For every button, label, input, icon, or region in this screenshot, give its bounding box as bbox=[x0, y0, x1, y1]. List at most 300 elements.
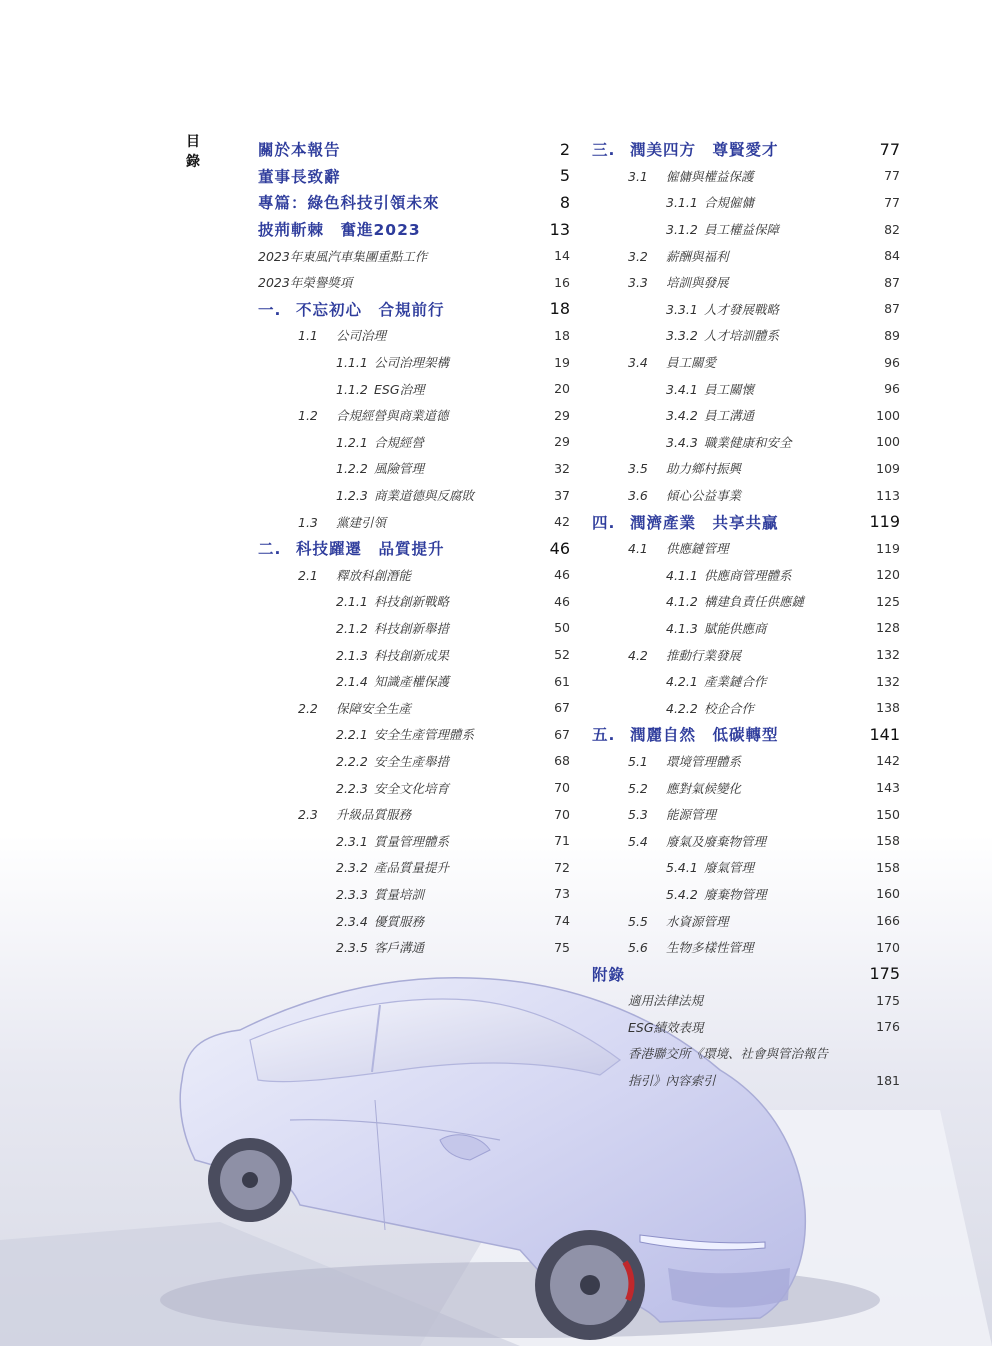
toc-entry-number: 2.3 bbox=[298, 807, 318, 823]
toc-entry-number: 1.1.2 bbox=[336, 381, 368, 397]
toc-entry[interactable] bbox=[592, 508, 900, 535]
toc-entry-title: 供應鏈管理 bbox=[666, 541, 729, 557]
toc-entry-page: 82 bbox=[884, 221, 900, 237]
toc-entry-title: 披荊斬棘 奮進2023 bbox=[258, 221, 421, 240]
toc-entry[interactable] bbox=[258, 641, 570, 668]
toc-entry-page: 119 bbox=[876, 540, 900, 556]
toc-entry-title: 科技創新戰略 bbox=[374, 594, 450, 610]
toc-entry[interactable] bbox=[592, 907, 900, 934]
toc-entry[interactable] bbox=[258, 429, 570, 456]
toc-entry[interactable] bbox=[258, 242, 570, 269]
toc-entry-title: 合規僱傭 bbox=[704, 195, 755, 211]
toc-entry-page: 29 bbox=[554, 434, 570, 450]
toc-entry-number: 4.2.1 bbox=[666, 674, 698, 690]
toc-entry[interactable] bbox=[258, 721, 570, 748]
toc-entry-page: 87 bbox=[884, 301, 900, 317]
toc-entry-number: 3.3.1 bbox=[666, 301, 698, 317]
toc-entry-label bbox=[258, 247, 554, 265]
toc-entry-title: 潤美四方 尊賢愛才 bbox=[630, 141, 779, 160]
toc-entry[interactable] bbox=[258, 375, 570, 402]
toc-entry-label bbox=[592, 353, 884, 371]
toc-entry-title: 專篇：綠色科技引領未來 bbox=[258, 194, 440, 213]
toc-entry[interactable] bbox=[592, 721, 900, 748]
toc-entry-label bbox=[258, 406, 554, 424]
toc-entry[interactable] bbox=[592, 562, 900, 589]
toc-entry-page: 8 bbox=[559, 192, 570, 212]
toc-entry-label bbox=[258, 858, 554, 876]
toc-entry-page: 176 bbox=[876, 1019, 900, 1035]
toc-entry-page: 68 bbox=[554, 753, 570, 769]
toc-entry[interactable] bbox=[258, 881, 570, 908]
toc-entry-title: 附錄 bbox=[592, 965, 626, 984]
toc-entry[interactable] bbox=[258, 136, 570, 163]
toc-entry[interactable] bbox=[258, 615, 570, 642]
toc-entry-title: 安全文化培育 bbox=[374, 780, 450, 796]
toc-entry-number: 4.2 bbox=[628, 647, 648, 663]
toc-entry-number: 三. bbox=[592, 141, 616, 160]
toc-entry[interactable] bbox=[258, 349, 570, 376]
toc-entry-title: 供應商管理體系 bbox=[704, 567, 792, 583]
toc-entry[interactable] bbox=[592, 216, 900, 243]
toc-entry-label bbox=[592, 858, 876, 876]
toc-entry[interactable] bbox=[592, 854, 900, 881]
toc-entry[interactable] bbox=[592, 189, 900, 216]
toc-entry-page: 138 bbox=[876, 700, 900, 716]
side-title-char-2: 錄 bbox=[186, 154, 200, 170]
toc-entry-title: ESG治理 bbox=[374, 381, 425, 397]
toc-entry-label bbox=[592, 539, 876, 557]
toc-entry-label bbox=[592, 805, 876, 823]
toc-entry[interactable] bbox=[258, 269, 570, 296]
toc-entry-page: 96 bbox=[884, 354, 900, 370]
toc-entry-label bbox=[258, 885, 554, 903]
toc-entry-page: 5 bbox=[559, 166, 570, 186]
toc-entry-page: 71 bbox=[554, 833, 570, 849]
toc-entry-page: 52 bbox=[554, 647, 570, 663]
toc-entry-label bbox=[592, 912, 876, 930]
toc-entry-number: 3.1 bbox=[628, 168, 648, 184]
toc-entry-label bbox=[592, 273, 884, 291]
toc-entry-label bbox=[258, 191, 560, 213]
toc-entry-title: 商業道德與反腐敗 bbox=[374, 488, 475, 504]
toc-entry-title: 職業健康和安全 bbox=[704, 434, 792, 450]
toc-entry-page: 72 bbox=[554, 859, 570, 875]
toc-entry-title: 客戶溝通 bbox=[374, 940, 425, 956]
toc-entry-number: 4.2.2 bbox=[666, 700, 698, 716]
toc-entry-number: 1.1 bbox=[298, 328, 318, 344]
toc-entry-label bbox=[592, 459, 876, 477]
toc-entry-page: 87 bbox=[884, 274, 900, 290]
toc-entry-title: 應對氣候變化 bbox=[666, 780, 742, 796]
toc-entry-label bbox=[592, 885, 876, 903]
toc-entry[interactable] bbox=[258, 535, 570, 562]
toc-entry-title: 合規經營與商業道德 bbox=[336, 408, 449, 424]
toc-entry[interactable] bbox=[258, 748, 570, 775]
toc-entry-page: 89 bbox=[884, 327, 900, 343]
toc-entry-title: 員工溝通 bbox=[704, 408, 755, 424]
toc-entry-label bbox=[592, 247, 884, 265]
toc-entry-page: 142 bbox=[876, 753, 900, 769]
toc-entry[interactable] bbox=[592, 455, 900, 482]
toc-entry-title: 優質服務 bbox=[374, 913, 425, 929]
toc-entry-page: 113 bbox=[876, 487, 900, 503]
toc-entry-page: 46 bbox=[554, 593, 570, 609]
toc-entry-page: 175 bbox=[869, 964, 900, 984]
toc-entry-title: 人才培訓體系 bbox=[704, 328, 780, 344]
toc-entry-title: 環境管理體系 bbox=[666, 753, 742, 769]
toc-entry-label bbox=[592, 699, 876, 717]
toc-entry-label bbox=[258, 699, 554, 717]
toc-entry[interactable] bbox=[258, 562, 570, 589]
toc-entry-page: 132 bbox=[876, 647, 900, 663]
toc-entry[interactable] bbox=[592, 987, 900, 1014]
toc-entry-page: 166 bbox=[876, 913, 900, 929]
toc-entry-title: 科技躍遷 品質提升 bbox=[296, 540, 445, 559]
toc-entry[interactable] bbox=[592, 960, 900, 987]
toc-entry-title: 培訓與發展 bbox=[666, 275, 729, 291]
toc-entry-number: 二. bbox=[258, 540, 282, 559]
toc-entry-number: 3.3 bbox=[628, 275, 648, 291]
toc-entry-number: 五. bbox=[592, 726, 616, 745]
toc-entry[interactable] bbox=[592, 615, 900, 642]
toc-entry[interactable] bbox=[592, 375, 900, 402]
toc-entry[interactable] bbox=[258, 854, 570, 881]
toc-entry-label bbox=[258, 832, 554, 850]
toc-entry-label bbox=[592, 406, 876, 424]
toc-entry[interactable] bbox=[258, 455, 570, 482]
toc-entry-page: 32 bbox=[554, 460, 570, 476]
toc-entry-number: 5.3 bbox=[628, 807, 648, 823]
toc-entry-label bbox=[592, 486, 876, 504]
toc-entry[interactable] bbox=[258, 934, 570, 961]
toc-entry-label bbox=[258, 218, 550, 240]
toc-entry-title: 薪酬與福利 bbox=[666, 248, 729, 264]
toc-entry-title: 指引》內容索引 bbox=[628, 1073, 716, 1089]
toc-entry-page: 77 bbox=[884, 194, 900, 210]
toc-entry-page: 119 bbox=[869, 512, 900, 532]
side-title-char-1: 目 bbox=[186, 134, 200, 150]
toc-entry-label bbox=[258, 672, 554, 690]
toc-entry-title: 人才發展戰略 bbox=[704, 301, 780, 317]
toc-entry-label bbox=[592, 511, 869, 533]
toc-entry-label bbox=[592, 592, 876, 610]
toc-entry-number: 2.1.2 bbox=[336, 620, 368, 636]
toc-entry[interactable] bbox=[592, 163, 900, 190]
toc-entry-page: 77 bbox=[879, 139, 900, 159]
toc-entry-label bbox=[258, 938, 554, 956]
toc-entry-number: 5.4 bbox=[628, 833, 648, 849]
toc-entry-page: 61 bbox=[554, 673, 570, 689]
toc-entry-page: 42 bbox=[554, 514, 570, 530]
toc-entry-number: 2.3.2 bbox=[336, 860, 368, 876]
toc-entry-title: 合規經營 bbox=[374, 434, 425, 450]
toc-entry-page: 50 bbox=[554, 620, 570, 636]
toc-entry-number: 5.1 bbox=[628, 753, 648, 769]
toc-entry-label bbox=[592, 1044, 900, 1062]
toc-entry-number: 一. bbox=[258, 300, 282, 319]
toc-entry-title: 僱傭與權益保護 bbox=[666, 168, 754, 184]
toc-entry-title: 知識產權保護 bbox=[374, 674, 450, 690]
toc-entry-title: 助力鄉村振興 bbox=[666, 461, 742, 477]
toc-entry-label bbox=[258, 566, 554, 584]
toc-entry[interactable] bbox=[258, 216, 570, 243]
toc-entry[interactable] bbox=[258, 322, 570, 349]
toc-entry-number: 3.1.1 bbox=[666, 195, 698, 211]
toc-entry-title: 質量管理體系 bbox=[374, 833, 450, 849]
toc-entry-label bbox=[258, 592, 554, 610]
toc-entry[interactable] bbox=[592, 801, 900, 828]
toc-entry-label bbox=[592, 300, 884, 318]
toc-entry-page: 175 bbox=[876, 992, 900, 1008]
toc-entry-page: 74 bbox=[554, 913, 570, 929]
toc-entry-label bbox=[258, 752, 554, 770]
toc-left-column bbox=[258, 136, 570, 960]
toc-entry-page: 100 bbox=[876, 434, 900, 450]
toc-entry-number: 5.4.2 bbox=[666, 886, 698, 902]
toc-entry[interactable] bbox=[258, 189, 570, 216]
toc-entry-label bbox=[592, 752, 876, 770]
toc-entry-title: 公司治理架構 bbox=[374, 355, 450, 371]
toc-entry-number: 2.3.3 bbox=[336, 886, 368, 902]
toc-entry-label bbox=[258, 165, 560, 187]
toc-entry-page: 67 bbox=[554, 700, 570, 716]
toc-entry-title: 2023年榮譽獎項 bbox=[258, 275, 353, 291]
toc-entry-label bbox=[258, 353, 554, 371]
toc-entry-label bbox=[258, 486, 554, 504]
toc-entry-title: 產業鏈合作 bbox=[704, 674, 767, 690]
toc-entry[interactable] bbox=[592, 1040, 900, 1067]
toc-entry-label bbox=[258, 912, 554, 930]
toc-entry-title: 校企合作 bbox=[704, 700, 755, 716]
toc-entry[interactable] bbox=[592, 694, 900, 721]
toc-entry-number: 4.1 bbox=[628, 541, 648, 557]
toc-entry-label bbox=[258, 619, 554, 637]
toc-entry[interactable] bbox=[258, 668, 570, 695]
toc-entry[interactable] bbox=[592, 242, 900, 269]
toc-entry-title: 廢棄物管理 bbox=[704, 886, 767, 902]
toc-entry-title: 科技創新舉措 bbox=[374, 620, 450, 636]
toc-entry-title: 公司治理 bbox=[336, 328, 387, 344]
toc-entry-number: 2.2 bbox=[298, 700, 318, 716]
toc-entry-page: 18 bbox=[554, 327, 570, 343]
toc-entry[interactable] bbox=[258, 694, 570, 721]
toc-entry[interactable] bbox=[592, 322, 900, 349]
toc-entry-label bbox=[258, 459, 554, 477]
toc-entry-page: 100 bbox=[876, 407, 900, 423]
toc-entry-number: 3.4.3 bbox=[666, 434, 698, 450]
toc-entry-number: 1.2.3 bbox=[336, 488, 368, 504]
toc-entry-title: 安全生產管理體系 bbox=[374, 727, 475, 743]
toc-entry-label bbox=[258, 273, 554, 291]
toc-entry[interactable] bbox=[592, 296, 900, 323]
toc-entry-page: 73 bbox=[554, 886, 570, 902]
toc-entry[interactable] bbox=[592, 136, 900, 163]
toc-entry-page: 125 bbox=[876, 593, 900, 609]
toc-entry[interactable] bbox=[592, 881, 900, 908]
toc-entry-title: 香港聯交所《環境、社會與管治報告 bbox=[628, 1046, 829, 1062]
toc-entry-title: ESG績效表現 bbox=[628, 1019, 704, 1035]
toc-entry-title: 構建負責任供應鏈 bbox=[704, 594, 805, 610]
toc-entry-title: 潤濟產業 共享共贏 bbox=[630, 513, 779, 532]
toc-entry-page: 75 bbox=[554, 939, 570, 955]
toc-entry[interactable] bbox=[592, 269, 900, 296]
toc-side-title bbox=[186, 132, 202, 172]
toc-entry-title: 不忘初心 合規前行 bbox=[296, 300, 445, 319]
toc-entry-title: 科技創新成果 bbox=[374, 647, 450, 663]
toc-entry[interactable] bbox=[592, 827, 900, 854]
toc-entry-number: 2.1.1 bbox=[336, 594, 368, 610]
toc-entry-number: 2.3.5 bbox=[336, 940, 368, 956]
toc-entry[interactable] bbox=[258, 163, 570, 190]
toc-entry[interactable] bbox=[592, 774, 900, 801]
toc-entry-title: 產品質量提升 bbox=[374, 860, 450, 876]
toc-entry-label bbox=[592, 433, 876, 451]
toc-entry-title: 廢氣及廢棄物管理 bbox=[666, 833, 767, 849]
toc-entry-number: 5.2 bbox=[628, 780, 648, 796]
toc-entry[interactable] bbox=[258, 907, 570, 934]
toc-entry[interactable] bbox=[258, 774, 570, 801]
toc-entry-title: 風險管理 bbox=[374, 461, 425, 477]
toc-entry-label bbox=[258, 779, 554, 797]
toc-entry-title: 質量培訓 bbox=[374, 886, 425, 902]
toc-entry-label bbox=[592, 646, 876, 664]
toc-entry[interactable] bbox=[258, 588, 570, 615]
toc-entry-title: 員工關懷 bbox=[704, 381, 755, 397]
toc-entry[interactable] bbox=[592, 1014, 900, 1041]
toc-entry[interactable] bbox=[258, 402, 570, 429]
toc-entry-label bbox=[592, 779, 876, 797]
toc-entry-page: 132 bbox=[876, 673, 900, 689]
toc-entry[interactable] bbox=[258, 827, 570, 854]
toc-entry-title: 保障安全生產 bbox=[336, 700, 412, 716]
toc-entry[interactable] bbox=[258, 801, 570, 828]
toc-entry-label bbox=[592, 167, 884, 185]
toc-entry-label bbox=[592, 619, 876, 637]
toc-entry-number: 2.1 bbox=[298, 567, 318, 583]
toc-entry-page: 16 bbox=[554, 274, 570, 290]
toc-entry-page: 20 bbox=[554, 381, 570, 397]
toc-entry-page: 2 bbox=[559, 139, 570, 159]
toc-entry-title: 安全生產舉措 bbox=[374, 753, 450, 769]
toc-entry-page: 77 bbox=[884, 168, 900, 184]
toc-entry-number: 2.1.4 bbox=[336, 674, 368, 690]
toc-entry-page: 19 bbox=[554, 354, 570, 370]
toc-entry-label bbox=[258, 537, 550, 559]
toc-entry[interactable] bbox=[592, 1067, 900, 1094]
toc-entry-page: 70 bbox=[554, 806, 570, 822]
toc-entry-title: 關於本報告 bbox=[258, 141, 341, 160]
toc-entry-title: 傾心公益事業 bbox=[666, 488, 742, 504]
toc-entry-number: 1.2.1 bbox=[336, 434, 368, 450]
toc-entry-label bbox=[592, 193, 884, 211]
toc-entry-page: 181 bbox=[876, 1072, 900, 1088]
toc-entry-label bbox=[258, 380, 554, 398]
toc-entry-title: 升級品質服務 bbox=[336, 807, 412, 823]
toc-entry-page: 150 bbox=[876, 806, 900, 822]
toc-entry[interactable] bbox=[592, 402, 900, 429]
toc-entry-number: 1.3 bbox=[298, 514, 318, 530]
toc-entry-number: 1.2 bbox=[298, 408, 318, 424]
toc-entry-number: 3.1.2 bbox=[666, 222, 698, 238]
toc-entry-page: 13 bbox=[549, 219, 570, 239]
toc-entry[interactable] bbox=[592, 349, 900, 376]
toc-entry-label bbox=[592, 672, 876, 690]
toc-right-column bbox=[592, 136, 900, 1093]
toc-entry-number: 2.2.1 bbox=[336, 727, 368, 743]
toc-entry-number: 5.4.1 bbox=[666, 860, 698, 876]
toc-entry[interactable] bbox=[592, 641, 900, 668]
toc-entry-number: 3.3.2 bbox=[666, 328, 698, 344]
toc-entry[interactable] bbox=[592, 535, 900, 562]
toc-entry-number: 5.5 bbox=[628, 913, 648, 929]
toc-entry-number: 3.2 bbox=[628, 248, 648, 264]
toc-entry-page: 84 bbox=[884, 248, 900, 264]
toc-entry-page: 46 bbox=[554, 567, 570, 583]
toc-entry-number: 4.1.1 bbox=[666, 567, 698, 583]
toc-entry-number: 1.2.2 bbox=[336, 461, 368, 477]
toc-entry-page: 109 bbox=[876, 460, 900, 476]
toc-entry-title: 2023年東風汽車集團重點工作 bbox=[258, 248, 428, 264]
toc-entry-page: 143 bbox=[876, 780, 900, 796]
toc-entry-title: 潤麗自然 低碳轉型 bbox=[630, 726, 779, 745]
toc-entry-label bbox=[258, 725, 554, 743]
toc-entry-number: 5.6 bbox=[628, 940, 648, 956]
toc-entry-page: 158 bbox=[876, 859, 900, 875]
toc-entry-label bbox=[258, 138, 560, 160]
toc-entry[interactable] bbox=[592, 934, 900, 961]
toc-entry-title: 廢氣管理 bbox=[704, 860, 755, 876]
toc-entry-title: 推動行業發展 bbox=[666, 647, 742, 663]
toc-entry[interactable] bbox=[258, 296, 570, 323]
toc-entry[interactable] bbox=[592, 429, 900, 456]
toc-entry-title: 生物多樣性管理 bbox=[666, 940, 754, 956]
toc-entry-label bbox=[592, 380, 884, 398]
toc-entry[interactable] bbox=[592, 668, 900, 695]
toc-entry-page: 158 bbox=[876, 833, 900, 849]
toc-entry-number: 3.4 bbox=[628, 355, 648, 371]
toc-entry-number: 2.2.3 bbox=[336, 780, 368, 796]
toc-entry-number: 3.5 bbox=[628, 461, 648, 477]
toc-entry-title: 董事長致辭 bbox=[258, 167, 341, 186]
toc-entry-page: 67 bbox=[554, 726, 570, 742]
toc-entry-number: 4.1.2 bbox=[666, 594, 698, 610]
toc-entry-label bbox=[592, 220, 884, 238]
toc-entry-number: 2.3.1 bbox=[336, 833, 368, 849]
toc-entry-title: 釋放科創潛能 bbox=[336, 567, 412, 583]
toc-entry-title: 員工關愛 bbox=[666, 355, 717, 371]
toc-entry-label bbox=[258, 513, 554, 531]
toc-entry-label bbox=[258, 433, 554, 451]
toc-entry-title: 黨建引領 bbox=[336, 514, 387, 530]
toc-entry[interactable] bbox=[592, 482, 900, 509]
toc-entry-number: 3.6 bbox=[628, 488, 648, 504]
toc-entry[interactable] bbox=[592, 748, 900, 775]
toc-entry[interactable] bbox=[258, 482, 570, 509]
toc-entry-label bbox=[592, 566, 876, 584]
toc-entry[interactable] bbox=[258, 508, 570, 535]
toc-entry-label bbox=[258, 326, 554, 344]
toc-entry-number: 2.3.4 bbox=[336, 913, 368, 929]
toc-entry-title: 水資源管理 bbox=[666, 913, 729, 929]
toc-entry-label bbox=[258, 298, 550, 320]
toc-entry-page: 18 bbox=[549, 299, 570, 319]
toc-entry-title: 適用法律法規 bbox=[628, 993, 704, 1009]
toc-entry-number: 2.2.2 bbox=[336, 753, 368, 769]
toc-entry-page: 170 bbox=[876, 939, 900, 955]
toc-entry[interactable] bbox=[592, 588, 900, 615]
toc-entry-label bbox=[258, 805, 554, 823]
toc-entry-number: 四. bbox=[592, 513, 616, 532]
